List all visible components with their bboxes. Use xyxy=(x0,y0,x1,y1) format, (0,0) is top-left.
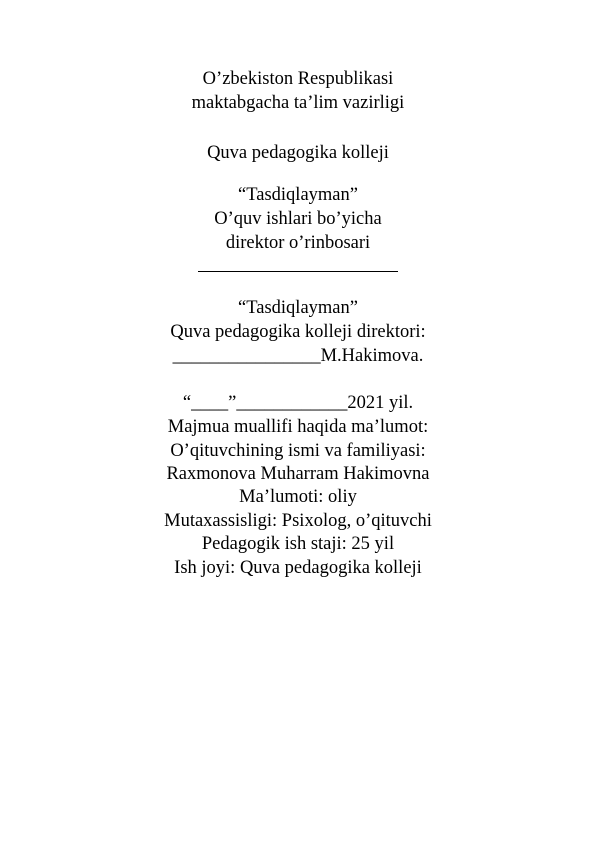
deputy-signature-rule xyxy=(198,271,398,272)
author-name: Raxmonova Muharram Hakimovna xyxy=(166,464,430,484)
deputy-role-line-1: O’quv ishlari bo’yicha xyxy=(214,209,382,229)
deputy-role-line-2: direktor o’rinbosari xyxy=(225,233,371,253)
author-info-heading: Majmua muallifi haqida ma’lumot: xyxy=(167,417,429,437)
deputy-approval-stamp: “Tasdiqlayman” xyxy=(238,185,358,205)
ministry-line-2: maktabgacha ta’lim vazirligi xyxy=(191,93,405,113)
author-specialty: Mutaxassisligi: Psixolog, o’qituvchi xyxy=(164,511,432,531)
ministry-line-1: O’zbekiston Respublikasi xyxy=(202,69,394,89)
author-name-label: O’qituvchining ismi va familiyasi: xyxy=(170,441,426,461)
director-role: Quva pedagogika kolleji direktori: xyxy=(170,322,426,342)
date-line: “____”____________2021 yil. xyxy=(182,393,414,413)
author-experience: Pedagogik ish staji: 25 yil xyxy=(201,534,395,554)
college-name: Quva pedagogika kolleji xyxy=(207,143,389,163)
author-education: Ma’lumoti: oliy xyxy=(239,487,357,507)
director-signature-line: ________________M.Hakimova. xyxy=(172,346,424,366)
director-approval-stamp: “Tasdiqlayman” xyxy=(238,298,358,318)
author-workplace: Ish joyi: Quva pedagogika kolleji xyxy=(174,558,422,578)
